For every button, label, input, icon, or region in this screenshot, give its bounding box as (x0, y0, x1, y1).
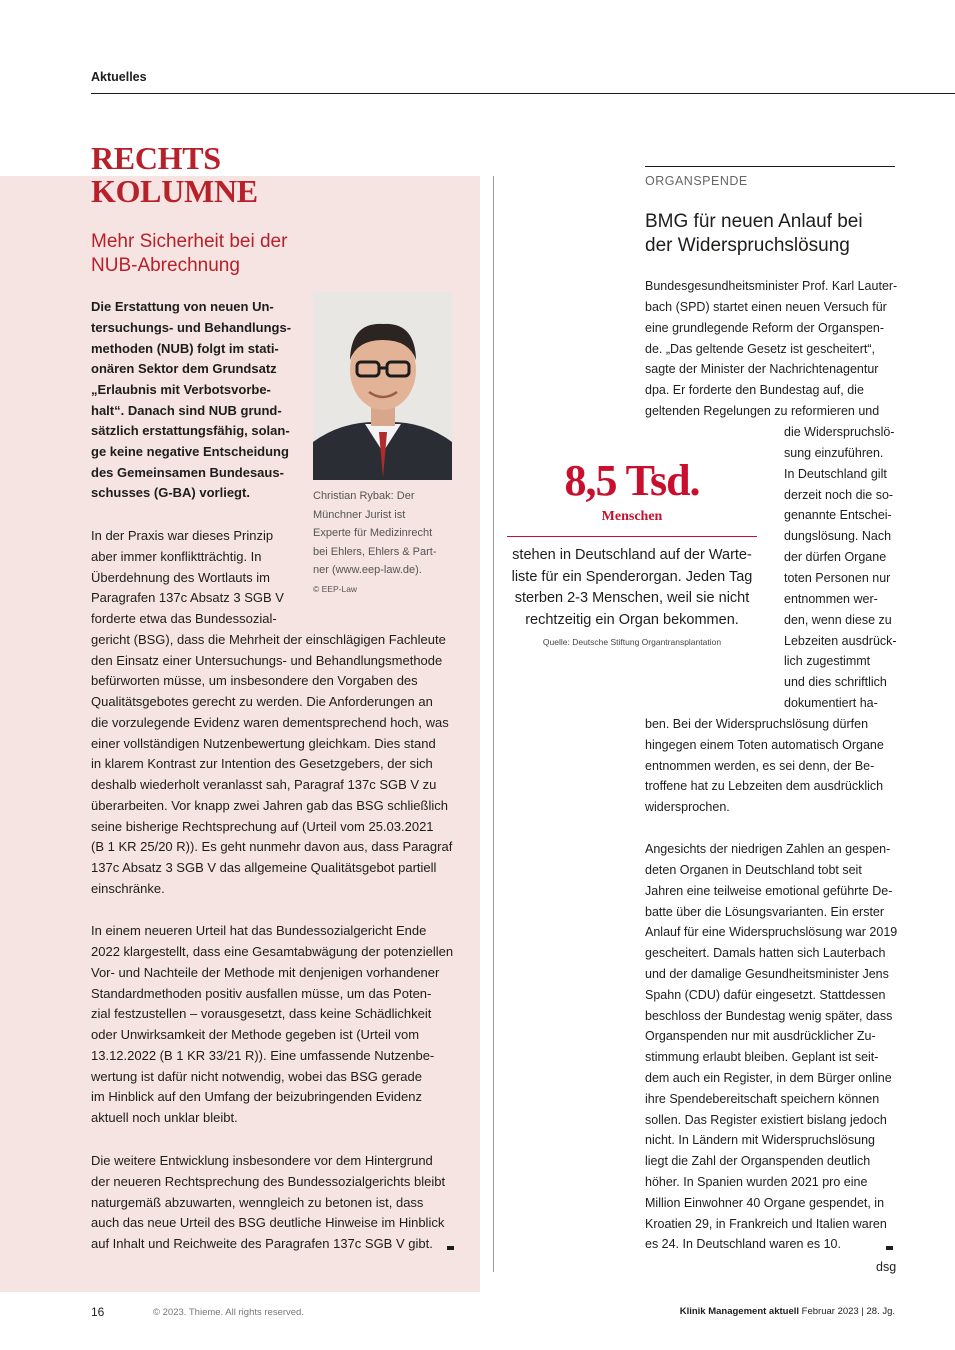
text-line: in klarem Kontrast zur Intention des Gesetzgebers, der sich (91, 756, 433, 771)
text-line: Vor- und Nachteile der Methode mit denjenigen vorhandener (91, 965, 440, 980)
text-line: beschloss der Bundestag wenig später, dass (645, 1009, 893, 1023)
caption-line: bei Ehlers, Ehlers & Part- (313, 545, 437, 558)
article-headline-right (645, 210, 905, 258)
text-line: auf Inhalt und Reichweite des Paragrafen 137c SGB V gibt. (91, 1236, 433, 1251)
text-line: und der damalige Gesundheitsminister Jens (645, 967, 889, 981)
text-line: methoden (NUB) folgt im stati- (91, 341, 279, 356)
text-line: deshalb wiederholt veranlasst sah, Paragraf 137c SGB V zu (91, 777, 437, 792)
text-line: batte über die Lösungsvarianten. Ein erster (645, 905, 885, 919)
text-line: lich zugestimmt (784, 654, 871, 668)
article-kicker: ORGANSPENDE (645, 174, 748, 188)
text-line: Lebzeiten ausdrück- (784, 634, 897, 648)
text-line: de. „Das geltende Gesetz ist gescheitert“, (645, 342, 875, 356)
journal-separator: | (861, 1306, 864, 1317)
text-line: auch das neue Urteil des BSG deutliche Hinweise im Hinblick (91, 1215, 445, 1230)
headline-line: Mehr Sicherheit bei der (91, 231, 288, 252)
text-line: Million Einwohner 40 Organe gespendet, in (645, 1196, 885, 1210)
text-line: im Hinblick auf den Umfang der beizubringenden Evidenz (91, 1089, 422, 1104)
end-of-article-mark (886, 1246, 893, 1250)
end-of-article-mark (447, 1246, 454, 1250)
column-title-line: KOLUMNE (91, 173, 258, 209)
text-line: Überdehnung des Wortlauts im (91, 570, 270, 585)
portrait-illustration (313, 292, 452, 480)
text-line: forderte etwa das Bundessozial- (91, 611, 277, 626)
caption-line: Münchner Jurist ist (313, 508, 406, 521)
section-label: Aktuelles (91, 70, 147, 84)
text-line: Organspenden nur mit ausdrücklicher Zu- (645, 1029, 876, 1043)
journal-info (645, 1306, 895, 1317)
journal-volume: 28. Jg. (866, 1306, 895, 1317)
text-line: der neueren Rechtsprechung des Bundessozialgerichts bleibt (91, 1174, 446, 1189)
text-line: dem auch ein Register, in dem Bürger online (645, 1071, 892, 1085)
stat-line: stehen in Deutschland auf der Warte- (512, 547, 752, 563)
headline-line: der Widerspruchslösung (645, 235, 850, 256)
text-line: sagte der Minister der Nachrichtenagentur (645, 362, 879, 376)
text-line: es 24. In Deutschland waren es 10. (645, 1237, 841, 1251)
text-line: einschränke. (91, 881, 165, 896)
text-line: Kroatien 29, in Frankreich und Italien waren (645, 1217, 887, 1231)
text-line: der dürfen Organe (784, 550, 887, 564)
text-line: gescheitert. Damals hatten sich Lauterbach (645, 946, 886, 960)
text-line: einer vollständigen Nutzenbewertung gleichkam. Dies stand (91, 736, 436, 751)
copyright-notice: © 2023. Thieme. All rights reserved. (153, 1307, 304, 1318)
column-divider (493, 176, 494, 1272)
text-line: deten Organen in Deutschland tobt seit (645, 863, 862, 877)
headline-line: BMG für neuen Anlauf bei (645, 211, 863, 232)
text-line: In der Praxis war dieses Prinzip (91, 528, 274, 543)
stat-line: liste für ein Spenderorgan. Jeden Tag (511, 568, 753, 585)
text-line: Die weitere Entwicklung insbesondere vor dem Hintergrund (91, 1153, 433, 1168)
text-line: In Deutschland gilt (784, 467, 887, 481)
text-line: die vorzulegende Evidenz waren dementsprechend hoch, was (91, 715, 449, 730)
journal-name: Klinik Management aktuell (679, 1306, 800, 1317)
text-line: sung einzuführen. (784, 446, 884, 460)
text-line: 2022 klargestellt, dass eine Gesamtabwägung der potenziellen (91, 944, 454, 959)
text-line: schusses (G-BA) vorliegt. (91, 485, 250, 500)
text-line: überarbeiten. Vor knapp zwei Jahren gab das BSG schließlich (91, 798, 448, 813)
text-line: Standardmethoden positiv ausfallen müsse, um das Poten- (91, 986, 432, 1001)
text-line: Anlauf für eine Widerspruchslösung war 2019 (645, 925, 898, 939)
text-line: den Einsatz einer Untersuchungs- und Behandlungsmethode (91, 653, 443, 668)
text-line: Qualitätsgebotes gerecht zu werden. Die Anforderungen an (91, 694, 433, 709)
stat-description (507, 545, 757, 631)
text-line: zial festzustellen – vorausgesetzt, dass keine Schädlichkeit (91, 1006, 432, 1021)
text-line: dpa. Er forderte den Bundestag auf, die (645, 383, 864, 397)
stat-source: Quelle: Deutsche Stiftung Organtransplantation (542, 637, 722, 647)
article-rule (645, 166, 895, 167)
journal-issue: Februar 2023 (801, 1306, 859, 1317)
photo-credit: © EEP-Law (313, 583, 358, 594)
text-line: ben. Bei der Widerspruchslösung dürfen (645, 717, 869, 731)
text-line: befürworten müsse, um insbesondere den Vorgaben des (91, 673, 418, 688)
text-line: wertung ist dafür nicht notwendig, wobei das BSG gerade (91, 1069, 422, 1084)
text-line: widersprochen. (645, 800, 730, 814)
header-rule (91, 93, 955, 94)
article-headline-left (91, 230, 391, 278)
text-line: die Widerspruchslö- (784, 425, 895, 439)
text-line: bach (SPD) startet einen neuen Versuch für (645, 300, 887, 314)
text-line: seine bisherige Rechtsprechung auf (Urteil vom 25.03.2021 (91, 819, 434, 834)
text-line: Paragrafen 137c Absatz 3 SGB V (91, 590, 284, 605)
text-line: und dies schriftlich (784, 675, 887, 689)
text-line: den, wenn diese zu (784, 613, 892, 627)
text-line: (B 1 KR 25/20 R)). Es geht nunmehr davon aus, dass Paragraf (91, 839, 453, 854)
text-line: toten Personen nur (784, 571, 891, 585)
text-line: In einem neueren Urteil hat das Bundessozialgericht Ende (91, 923, 427, 938)
author-initials: dsg (876, 1260, 897, 1274)
text-line: Bundesgesundheitsminister Prof. Karl Lauter- (645, 279, 898, 293)
text-line: troffene hat zu Lebzeiten dem ausdrücklich (645, 779, 884, 793)
text-line: nicht. In Ländern mit Widerspruchslösung (645, 1133, 875, 1147)
text-line: halt“. Danach sind NUB grund- (91, 403, 282, 418)
text-line: Die Erstattung von neuen Un- (91, 299, 274, 314)
text-line: aktuell noch unklar bleibt. (91, 1110, 238, 1125)
text-line: Spahn (CDU) dafür eingesetzt. Stattdessen (645, 988, 886, 1002)
column-title (91, 142, 258, 208)
text-line: Jahren eine teilweise emotional geführte De- (645, 884, 893, 898)
text-line: gericht (BSG), dass die Mehrheit der einschlägigen Fachleute (91, 632, 446, 647)
text-line: 13.12.2022 (B 1 KR 33/21 R)). Eine umfassende Nutzenbe- (91, 1048, 435, 1063)
text-line: 137c Absatz 3 SGB V das allgemeine Qualitätsgebot partiell (91, 860, 437, 875)
text-line: entnommen wer- (784, 592, 878, 606)
text-line: liegt die Zahl der Organspenden deutlich (645, 1154, 871, 1168)
author-portrait (313, 292, 452, 480)
text-line: genannte Entschei- (784, 508, 892, 522)
text-line: stimmung erlaubt bleiben. Geplant ist seit- (645, 1050, 879, 1064)
text-line: ihre Spendebereitschaft speichern können (645, 1092, 880, 1106)
stat-unit: Menschen (601, 509, 663, 524)
caption-line: ner (www.eep-law.de). (313, 564, 422, 576)
stat-rule (507, 536, 757, 537)
text-line: eine grundlegende Reform der Organspen- (645, 321, 885, 335)
caption-line: Experte für Medizinrecht (313, 527, 433, 539)
stat-line: sterben 2-3 Menschen, weil sie nicht (514, 590, 750, 606)
headline-line: NUB-Abrechnung (91, 255, 240, 276)
text-line: dokumentiert ha- (784, 696, 878, 710)
text-line: oder Unwirksamkeit der Methode gegeben ist (Urteil vom (91, 1027, 420, 1042)
text-line: Angesichts der niedrigen Zahlen an gespen- (645, 842, 891, 856)
text-line: geltenden Regelungen zu reformieren und (645, 404, 880, 418)
text-line: des Gemeinsamen Bundesaus- (91, 465, 284, 480)
text-line: onären Sektor dem Grundsatz (91, 361, 277, 376)
caption-line: Christian Rybak: Der (313, 490, 415, 502)
text-line: derzeit noch die so- (784, 488, 894, 502)
portrait-caption (313, 487, 463, 598)
text-line: sätzlich erstattungsfähig, solan- (91, 423, 290, 438)
text-line: dungslösung. Nach (784, 529, 892, 543)
text-line: entnommen werden, es sei denn, der Be- (645, 759, 875, 773)
text-line: hingegen einem Toten automatisch Organe (645, 738, 884, 752)
text-line: „Erlaubnis mit Verbotsvorbe- (91, 382, 271, 397)
page-number: 16 (91, 1305, 105, 1319)
stat-number: 8,5 Tsd. (564, 456, 700, 505)
text-line: höher. In Spanien wurden 2021 pro eine (645, 1175, 868, 1189)
text-line: sollen. Das Register existiert bislang jedoch (645, 1113, 887, 1127)
column-title-line: RECHTS (91, 140, 221, 176)
stat-line: rechtzeitig ein Organ bekommen. (525, 611, 739, 628)
text-line: naturgemäß abzuwarten, wenngleich zu betonen ist, dass (91, 1195, 424, 1210)
text-line: ge keine negative Entscheidung (91, 444, 289, 459)
text-line: aber immer konfliktträchtig. In (91, 549, 262, 564)
text-line: tersuchungs- und Behandlungs- (91, 320, 292, 335)
